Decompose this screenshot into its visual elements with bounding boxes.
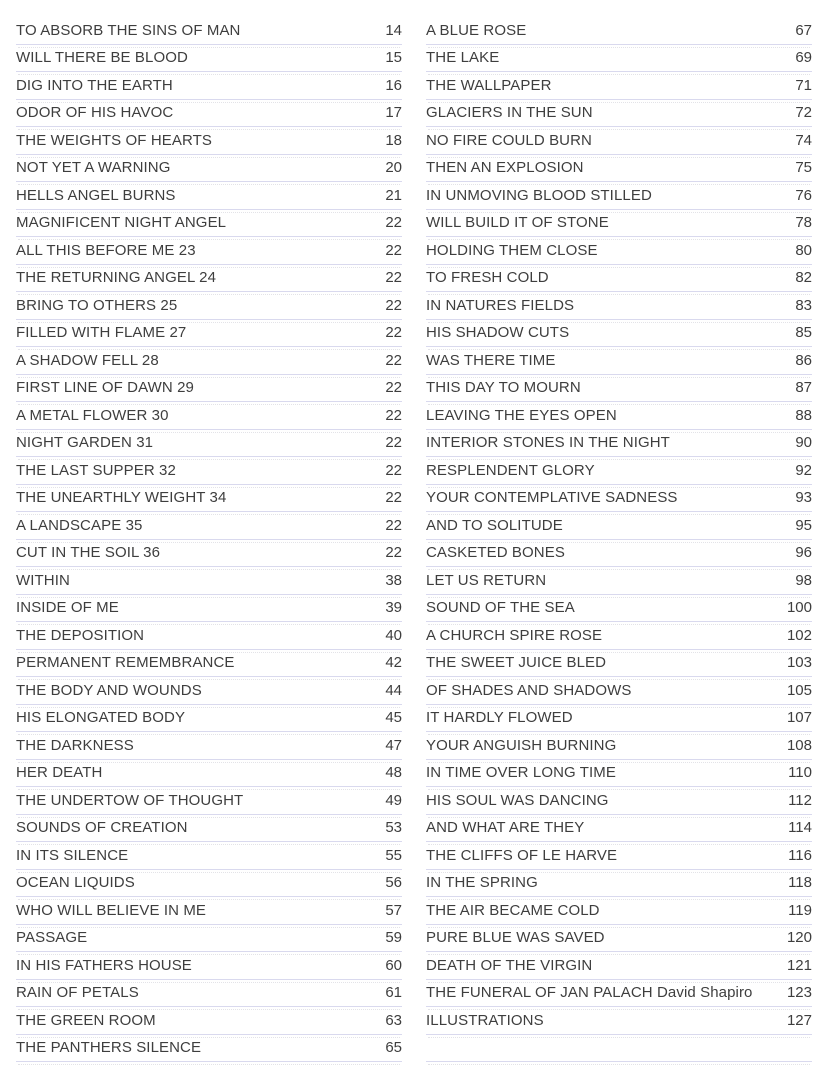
toc-entry-page: 20 bbox=[385, 159, 402, 177]
toc-entry-page: 86 bbox=[795, 351, 812, 369]
toc-entry-title: CASKETED BONES bbox=[426, 544, 565, 562]
toc-entry-page: 15 bbox=[385, 49, 402, 67]
toc-entry-title: PERMANENT REMEMBRANCE bbox=[16, 654, 235, 672]
toc-entry bbox=[16, 705, 402, 733]
toc-entry bbox=[16, 375, 402, 403]
toc-entry bbox=[426, 925, 812, 953]
toc-entry bbox=[426, 540, 812, 568]
toc-entry bbox=[16, 650, 402, 678]
toc-entry bbox=[16, 567, 402, 595]
toc-entry-title: PURE BLUE WAS SAVED bbox=[426, 929, 605, 947]
toc-entry bbox=[16, 925, 402, 953]
toc-entry bbox=[16, 815, 402, 843]
toc-entry-title: INTERIOR STONES IN THE NIGHT bbox=[426, 434, 670, 452]
toc-entry-page: 116 bbox=[788, 846, 812, 864]
toc-entry-page: 38 bbox=[385, 571, 402, 589]
toc-entry-title: RESPLENDENT GLORY bbox=[426, 461, 595, 479]
toc-entry-title: GLACIERS IN THE SUN bbox=[426, 104, 593, 122]
toc-entry-title: THE WEIGHTS OF HEARTS bbox=[16, 131, 213, 149]
toc-entry-empty bbox=[426, 1035, 812, 1063]
toc-entry bbox=[426, 952, 812, 980]
toc-entry-page: 80 bbox=[795, 241, 812, 259]
toc-entry-page: 118 bbox=[788, 874, 812, 892]
toc-entry bbox=[426, 567, 812, 595]
toc-entry-title: THE UNEARTHLY WEIGHT 34 bbox=[16, 489, 227, 507]
toc-entry bbox=[16, 100, 402, 128]
toc-entry bbox=[426, 210, 812, 238]
toc-entry-page: 22 bbox=[385, 489, 402, 507]
toc-entry bbox=[16, 842, 402, 870]
toc-entry-title: FIRST LINE OF DAWN 29 bbox=[16, 379, 194, 397]
toc-entry bbox=[426, 347, 812, 375]
toc-entry bbox=[16, 127, 402, 155]
toc-entry bbox=[426, 512, 812, 540]
toc-entry-title: TO ABSORB THE SINS OF MAN bbox=[16, 21, 241, 39]
toc-entry-page: 74 bbox=[795, 131, 812, 149]
toc-entry-page: 57 bbox=[385, 901, 402, 919]
toc-entry bbox=[426, 127, 812, 155]
toc-entry bbox=[16, 17, 402, 45]
toc-entry bbox=[426, 17, 812, 45]
toc-entry-title: TO FRESH COLD bbox=[426, 269, 549, 287]
toc-entry bbox=[426, 815, 812, 843]
toc-entry-title: MAGNIFICENT NIGHT ANGEL bbox=[16, 214, 227, 232]
toc-entry bbox=[426, 155, 812, 183]
toc-entry bbox=[16, 320, 402, 348]
toc-entry bbox=[16, 870, 402, 898]
toc-entry-page: 47 bbox=[385, 736, 402, 754]
toc-entry-page: 71 bbox=[795, 76, 812, 94]
toc-entry bbox=[16, 292, 402, 320]
toc-entry bbox=[16, 155, 402, 183]
toc-entry-page: 87 bbox=[795, 379, 812, 397]
toc-entry bbox=[426, 45, 812, 73]
toc-entry-title: THE PANTHERS SILENCE bbox=[16, 1039, 202, 1057]
toc-entry-title: THE FUNERAL OF JAN PALACH David Shapiro bbox=[426, 984, 753, 1002]
toc-entry-title: WAS THERE TIME bbox=[426, 351, 556, 369]
toc-entry bbox=[426, 100, 812, 128]
toc-entry-page: 85 bbox=[795, 324, 812, 342]
toc-entry-page: 127 bbox=[786, 1011, 812, 1029]
toc-entry bbox=[426, 760, 812, 788]
toc-entry-page: 48 bbox=[385, 764, 402, 782]
toc-entry-page: 123 bbox=[786, 984, 812, 1002]
toc-entry-page: 21 bbox=[385, 186, 402, 204]
toc-entry bbox=[16, 1007, 402, 1035]
toc-entry bbox=[16, 485, 402, 513]
toc-entry bbox=[426, 980, 812, 1008]
toc-entry-title: OCEAN LIQUIDS bbox=[16, 874, 135, 892]
toc-entry bbox=[16, 732, 402, 760]
toc-entry bbox=[426, 650, 812, 678]
toc-entry-page: 76 bbox=[795, 186, 812, 204]
toc-entry bbox=[426, 265, 812, 293]
toc-entry-title: IN THE SPRING bbox=[426, 874, 538, 892]
toc-entry-page: 18 bbox=[385, 131, 402, 149]
toc-entry bbox=[426, 72, 812, 100]
toc-entry bbox=[16, 787, 402, 815]
toc-entry-page: 67 bbox=[795, 21, 812, 39]
toc-entry bbox=[426, 1007, 812, 1035]
toc-entry-title: BRING TO OTHERS 25 bbox=[16, 296, 178, 314]
toc-entry bbox=[16, 347, 402, 375]
toc-entry-title: LET US RETURN bbox=[426, 571, 547, 589]
toc-entry-page: 65 bbox=[385, 1039, 402, 1057]
toc-entry-page: 102 bbox=[786, 626, 812, 644]
toc-entry bbox=[426, 430, 812, 458]
toc-entry-title: THE DEPOSITION bbox=[16, 626, 145, 644]
toc-entry-title: YOUR CONTEMPLATIVE SADNESS bbox=[426, 489, 678, 507]
toc-entry bbox=[426, 182, 812, 210]
toc-entry-page: 16 bbox=[385, 76, 402, 94]
toc-entry-title: HIS SHADOW CUTS bbox=[426, 324, 570, 342]
toc-entry-page: 121 bbox=[786, 956, 812, 974]
toc-entry-page: 39 bbox=[385, 599, 402, 617]
toc-entry-page: 55 bbox=[385, 846, 402, 864]
toc-entry-page: 107 bbox=[786, 709, 812, 727]
toc-entry-page: 75 bbox=[795, 159, 812, 177]
toc-entry-title: FILLED WITH FLAME 27 bbox=[16, 324, 187, 342]
toc-entry-page: 22 bbox=[385, 296, 402, 314]
toc-entry-title: HOLDING THEM CLOSE bbox=[426, 241, 598, 259]
toc-entry-title: THE WALLPAPER bbox=[426, 76, 552, 94]
toc-entry-title: HELLS ANGEL BURNS bbox=[16, 186, 176, 204]
toc-entry-title: SOUNDS OF CREATION bbox=[16, 819, 188, 837]
toc-entry-page: 44 bbox=[385, 681, 402, 699]
toc-entry-title: INSIDE OF ME bbox=[16, 599, 119, 617]
toc-entry-page: 22 bbox=[385, 379, 402, 397]
toc-entry-page: 108 bbox=[786, 736, 812, 754]
toc-entry bbox=[16, 622, 402, 650]
toc-entry-page: 93 bbox=[795, 489, 812, 507]
toc-entry-page: 45 bbox=[385, 709, 402, 727]
toc-entry-page: 22 bbox=[385, 351, 402, 369]
toc-entry-title: NOT YET A WARNING bbox=[16, 159, 171, 177]
toc-entry-title: WILL BUILD IT OF STONE bbox=[426, 214, 609, 232]
toc-entry-page: 112 bbox=[788, 791, 812, 809]
toc-entry-title: THE UNDERTOW OF THOUGHT bbox=[16, 791, 244, 809]
toc-entry-title: RAIN OF PETALS bbox=[16, 984, 139, 1002]
toc-entry bbox=[16, 980, 402, 1008]
toc-entry bbox=[426, 842, 812, 870]
toc-entry-page: 92 bbox=[795, 461, 812, 479]
toc-entry bbox=[426, 705, 812, 733]
toc-entry-title: AND WHAT ARE THEY bbox=[426, 819, 585, 837]
toc-entry-page: 22 bbox=[385, 214, 402, 232]
toc-entry bbox=[16, 1035, 402, 1063]
toc-entry-title: PASSAGE bbox=[16, 929, 88, 947]
toc-entry-page: 72 bbox=[795, 104, 812, 122]
toc-entry-page: 110 bbox=[788, 764, 812, 782]
toc-entry-page: 100 bbox=[786, 599, 812, 617]
toc-entry bbox=[426, 292, 812, 320]
toc-entry bbox=[426, 732, 812, 760]
toc-entry-title: HIS SOUL WAS DANCING bbox=[426, 791, 609, 809]
toc-entry-page: 59 bbox=[385, 929, 402, 947]
toc-entry bbox=[426, 787, 812, 815]
toc-entry-title: THE AIR BECAME COLD bbox=[426, 901, 600, 919]
toc-entry-title: IN ITS SILENCE bbox=[16, 846, 129, 864]
toc-entry-page: 103 bbox=[786, 654, 812, 672]
toc-entry-title: AND TO SOLITUDE bbox=[426, 516, 563, 534]
toc-entry-page: 22 bbox=[385, 434, 402, 452]
toc-entry bbox=[426, 622, 812, 650]
toc-entry-page: 61 bbox=[385, 984, 402, 1002]
toc-entry-page: 88 bbox=[795, 406, 812, 424]
toc-entry bbox=[16, 512, 402, 540]
toc-entry-title: A BLUE ROSE bbox=[426, 21, 527, 39]
toc-entry bbox=[16, 45, 402, 73]
toc-entry bbox=[16, 210, 402, 238]
toc-entry bbox=[16, 677, 402, 705]
toc-entry bbox=[16, 760, 402, 788]
toc-entry-title: HIS ELONGATED BODY bbox=[16, 709, 186, 727]
toc-entry-page: 14 bbox=[385, 21, 402, 39]
toc-entry-title: SOUND OF THE SEA bbox=[426, 599, 575, 617]
toc-entry-page: 69 bbox=[795, 49, 812, 67]
toc-entry-title: ILLUSTRATIONS bbox=[426, 1011, 544, 1029]
toc-entry bbox=[16, 430, 402, 458]
toc-column-right bbox=[426, 17, 812, 1062]
toc-entry bbox=[426, 237, 812, 265]
toc-entry-title: A METAL FLOWER 30 bbox=[16, 406, 169, 424]
toc-entry-title: THE DARKNESS bbox=[16, 736, 134, 754]
toc-entry-title: IT HARDLY FLOWED bbox=[426, 709, 573, 727]
toc-entry-title: YOUR ANGUISH BURNING bbox=[426, 736, 617, 754]
toc-entry-title: A LANDSCAPE 35 bbox=[16, 516, 143, 534]
toc-entry bbox=[16, 265, 402, 293]
toc-entry-page: 22 bbox=[385, 241, 402, 259]
toc-column-left bbox=[16, 17, 402, 1062]
toc-entry-page: 95 bbox=[795, 516, 812, 534]
toc-entry-title: THE BODY AND WOUNDS bbox=[16, 681, 202, 699]
toc-entry-title: IN UNMOVING BLOOD STILLED bbox=[426, 186, 652, 204]
toc-entry-title: THEN AN EXPLOSION bbox=[426, 159, 584, 177]
toc-entry-title: NO FIRE COULD BURN bbox=[426, 131, 592, 149]
toc-entry bbox=[426, 375, 812, 403]
toc-entry-page: 22 bbox=[385, 269, 402, 287]
toc-entry bbox=[426, 870, 812, 898]
toc-entry-title: LEAVING THE EYES OPEN bbox=[426, 406, 617, 424]
toc-entry bbox=[16, 182, 402, 210]
toc-entry bbox=[426, 402, 812, 430]
toc-entry-page: 82 bbox=[795, 269, 812, 287]
toc-entry-page: 96 bbox=[795, 544, 812, 562]
toc-entry-title: IN TIME OVER LONG TIME bbox=[426, 764, 617, 782]
toc-entry-page: 22 bbox=[385, 516, 402, 534]
toc-entry-title: THIS DAY TO MOURN bbox=[426, 379, 581, 397]
toc-entry-title: DEATH OF THE VIRGIN bbox=[426, 956, 593, 974]
toc-entry-page: 22 bbox=[385, 324, 402, 342]
toc-entry-title: THE CLIFFS OF LE HARVE bbox=[426, 846, 618, 864]
toc-entry-page: 53 bbox=[385, 819, 402, 837]
toc-entry-page: 63 bbox=[385, 1011, 402, 1029]
toc-entry-title: THE RETURNING ANGEL 24 bbox=[16, 269, 217, 287]
toc-entry-title: IN NATURES FIELDS bbox=[426, 296, 575, 314]
toc-entry-page: 22 bbox=[385, 544, 402, 562]
toc-entry-title: NIGHT GARDEN 31 bbox=[16, 434, 154, 452]
toc-entry-page: 49 bbox=[385, 791, 402, 809]
toc-entry-title: DIG INTO THE EARTH bbox=[16, 76, 173, 94]
toc-entry-page: 120 bbox=[786, 929, 812, 947]
toc-entry-page: 40 bbox=[385, 626, 402, 644]
toc-entry bbox=[16, 595, 402, 623]
toc-entry-title: WILL THERE BE BLOOD bbox=[16, 49, 188, 67]
toc-entry-title: ODOR OF HIS HAVOC bbox=[16, 104, 174, 122]
toc-entry-title: CUT IN THE SOIL 36 bbox=[16, 544, 161, 562]
toc-entry-title: A CHURCH SPIRE ROSE bbox=[426, 626, 603, 644]
toc-entry bbox=[426, 485, 812, 513]
toc-entry bbox=[16, 897, 402, 925]
toc-entry-title: IN HIS FATHERS HOUSE bbox=[16, 956, 192, 974]
toc-entry bbox=[16, 457, 402, 485]
toc-entry-page: 98 bbox=[795, 571, 812, 589]
toc-entry bbox=[426, 457, 812, 485]
toc-entry-title: THE GREEN ROOM bbox=[16, 1011, 156, 1029]
toc-entry bbox=[426, 677, 812, 705]
toc-entry-page: 90 bbox=[795, 434, 812, 452]
toc-entry-title: THE SWEET JUICE BLED bbox=[426, 654, 607, 672]
toc-entry bbox=[426, 320, 812, 348]
toc-entry-page: 105 bbox=[786, 681, 812, 699]
toc-entry-title: THE LAKE bbox=[426, 49, 500, 67]
toc-entry bbox=[16, 72, 402, 100]
toc-entry-page: 83 bbox=[795, 296, 812, 314]
toc-entry-page: 56 bbox=[385, 874, 402, 892]
toc-entry bbox=[16, 237, 402, 265]
toc-entry-title: HER DEATH bbox=[16, 764, 103, 782]
toc-entry-page: 17 bbox=[385, 104, 402, 122]
toc-entry-page: 119 bbox=[788, 901, 812, 919]
toc-entry-title: WHO WILL BELIEVE IN ME bbox=[16, 901, 207, 919]
toc-entry bbox=[426, 595, 812, 623]
toc-entry-title: ALL THIS BEFORE ME 23 bbox=[16, 241, 196, 259]
toc-entry-page: 22 bbox=[385, 406, 402, 424]
toc-entry-title: WITHIN bbox=[16, 571, 70, 589]
toc-entry-page: 60 bbox=[385, 956, 402, 974]
toc-entry-page: 22 bbox=[385, 461, 402, 479]
toc-entry-title: OF SHADES AND SHADOWS bbox=[426, 681, 632, 699]
toc-entry-page: 42 bbox=[385, 654, 402, 672]
toc-entry-title: THE LAST SUPPER 32 bbox=[16, 461, 176, 479]
toc-entry bbox=[426, 897, 812, 925]
toc-entry bbox=[16, 540, 402, 568]
toc-entry-page: 78 bbox=[795, 214, 812, 232]
toc-entry bbox=[16, 402, 402, 430]
toc-entry bbox=[16, 952, 402, 980]
toc-entry-page: 114 bbox=[788, 819, 812, 837]
toc-entry-title: A SHADOW FELL 28 bbox=[16, 351, 159, 369]
